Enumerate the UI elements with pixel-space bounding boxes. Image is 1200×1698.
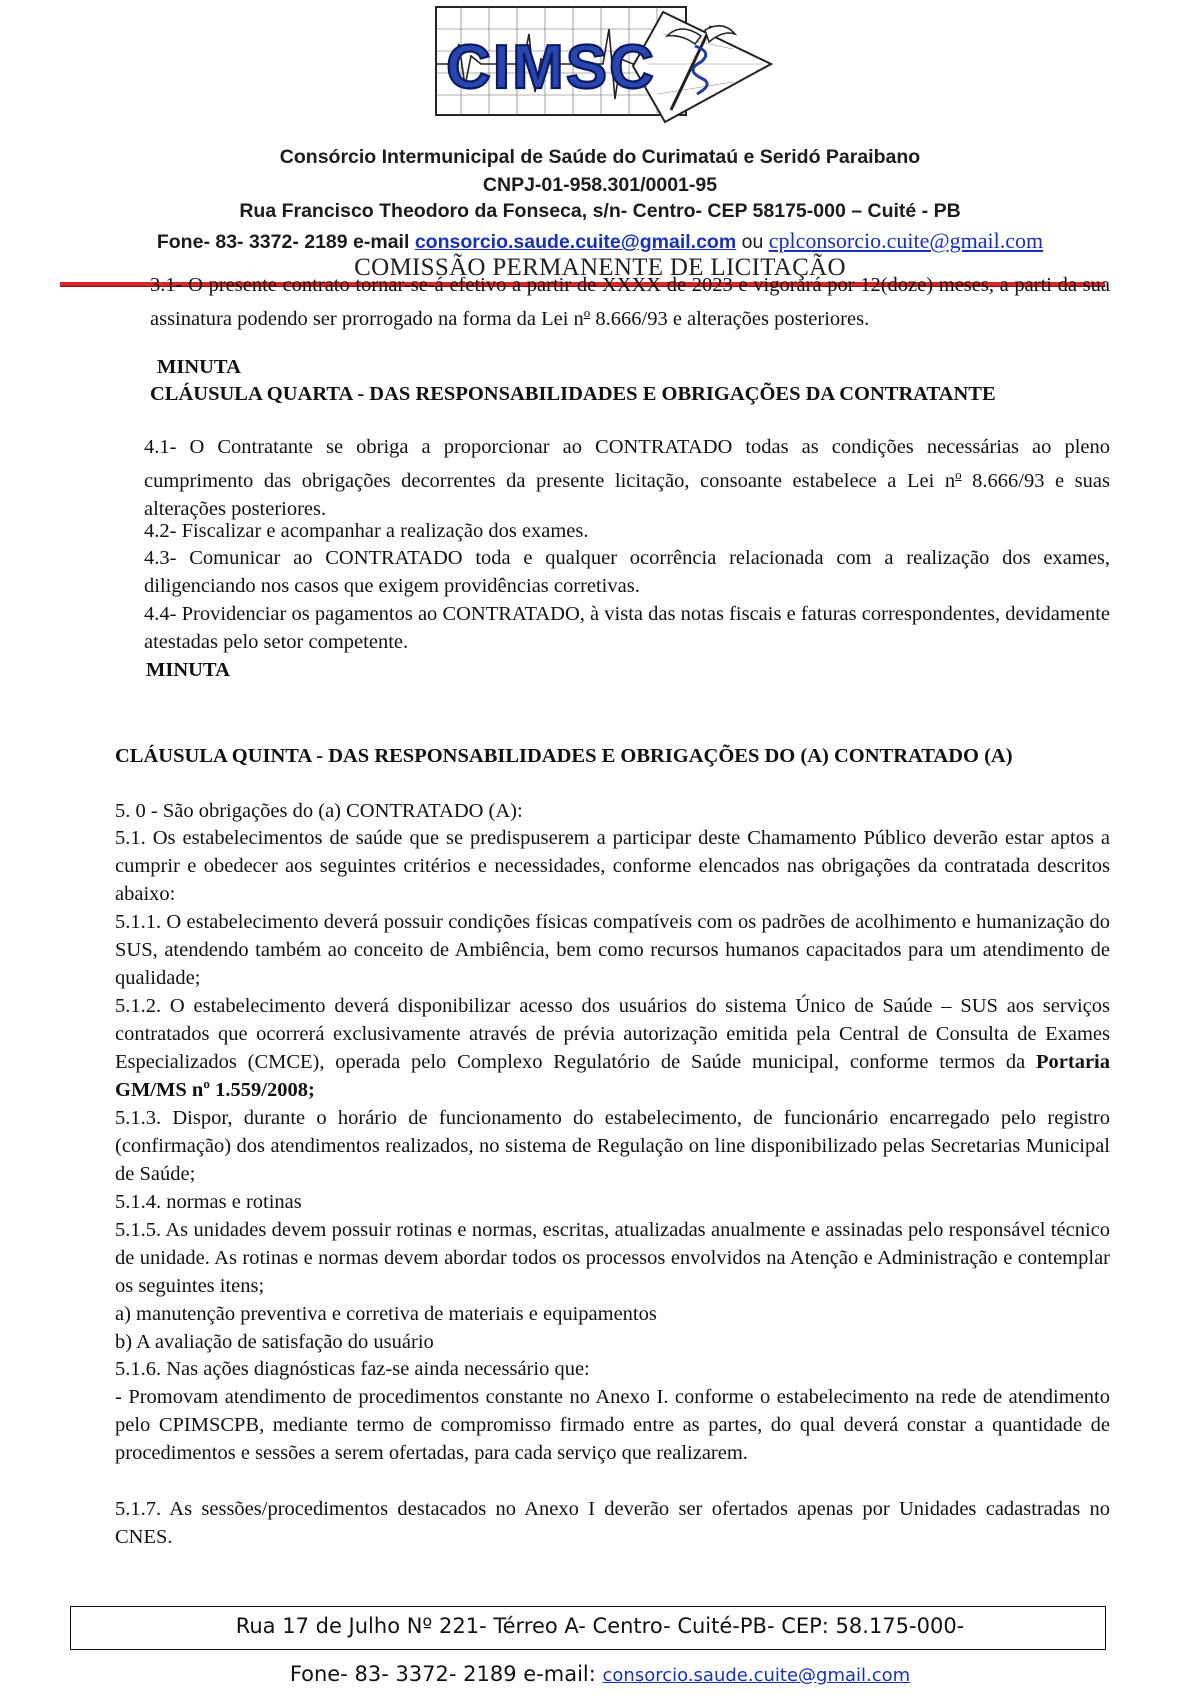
email-primary-link[interactable]: consorcio.saude.cuite@gmail.com bbox=[414, 231, 737, 253]
paragraph-5-1-1: 5.1.1. O estabelecimento deverá possuir condições físicas compatíveis com os padrões de acolhimento e humanização do SUS, atendendo também ao conceito de Ambiência, bem como recursos humanos capacitados para um atendimento de qualidade; bbox=[115, 911, 1110, 989]
footer-email-link[interactable]: consorcio.saude.cuite@gmail.com bbox=[602, 1665, 911, 1686]
cimsc-logo bbox=[433, 4, 783, 127]
clausula-quarta-heading: CLÁUSULA QUARTA - DAS RESPONSABILIDADES E OBRIGAÇÕES DA CONTRATANTE bbox=[150, 383, 996, 405]
paragraph-4-1 bbox=[144, 433, 1110, 523]
paragraph-5-1-4: 5.1.4. normas e rotinas bbox=[115, 1191, 302, 1213]
paragraph-4-3: 4.3- Comunicar ao CONTRATADO toda e qualquer ocorrência relacionada com a realização dos exames, diligenciando nos casos que exigem providências corretivas. bbox=[144, 547, 1110, 597]
paragraph-5-1-6-item: - Promovam atendimento de procedimentos constante no Anexo I. conforme o estabelecimento na rede de atendimento pelo CPIMSCPB, mediante termo de compromisso firmado entre as partes, do qual deverá constar a quantidade de procedimentos e sessões a serem ofertadas, para cada serviço que realizarem. bbox=[115, 1386, 1110, 1464]
minuta-label-2: MINUTA bbox=[146, 659, 230, 681]
paragraph-4-4: 4.4- Providenciar os pagamentos ao CONTRATADO, à vista das notas fiscais e faturas correspondentes, devidamente atestadas pelo setor competente. bbox=[144, 603, 1110, 653]
portaria-reference: Portaria GM/MS nº 1.559/2008; bbox=[115, 1051, 1110, 1101]
paragraph-4-1-end: 8.666/93 e suas alterações posteriores. bbox=[144, 470, 1110, 520]
contact-line bbox=[0, 228, 1200, 254]
org-address: Rua Francisco Theodoro da Fonseca, s/n- Centro- CEP 58175-000 – Cuité - PB bbox=[239, 200, 961, 222]
phone-email-label: Fone- 83- 3372- 2189 e-mail bbox=[156, 231, 415, 253]
paragraph-5-1-6: 5.1.6. Nas ações diagnósticas faz-se ainda necessário que: bbox=[115, 1358, 590, 1380]
paragraph-4-2: 4.2- Fiscalizar e acompanhar a realização dos exames. bbox=[144, 520, 589, 542]
superscript-o: o bbox=[955, 467, 962, 482]
paragraph-3-1-end: 8.666/93 e alterações posteriores. bbox=[590, 308, 870, 330]
paragraph-5-1-7: 5.1.7. As sessões/procedimentos destacados no Anexo I deverão ser ofertados apenas por Unidades cadastradas no CNES. bbox=[115, 1498, 1110, 1548]
paragraph-5-1: 5.1. Os estabelecimentos de saúde que se predispuserem a participar deste Chamamento Público deverão estar aptos a cumprir e obedecer aos seguintes critérios e necessidades, conforme elencados nas obrigações da contratada descritos abaixo: bbox=[115, 827, 1110, 905]
paragraph-3-1 bbox=[150, 271, 1110, 333]
footer-address: Rua 17 de Julho Nº 221- Térreo A- Centro- Cuité-PB- CEP: 58.175-000- bbox=[235, 1614, 965, 1638]
paragraph-5-1-3: 5.1.3. Dispor, durante o horário de funcionamento do estabelecimento, de funcionário encarregado pelo registro (confirmação) dos atendimentos realizados, no sistema de Regulação on line disponibilizado pelas Secretarias Municipal de Saúde; bbox=[115, 1107, 1110, 1185]
paragraph-4-1-text: 4.1- O Contratante se obriga a proporcionar ao CONTRATADO todas as condições necessárias ao pleno cumprimento das obrigações decorrentes da presente licitação, consoante estabelece a Lei n bbox=[144, 436, 1110, 492]
commission-title: COMISSÃO PERMANENTE DE LICITAÇÃO bbox=[354, 254, 846, 281]
footer-contact bbox=[0, 1662, 1200, 1686]
logo-text: CIMSC bbox=[446, 33, 656, 102]
superscript-o: o bbox=[583, 305, 591, 320]
minuta-label-1: MINUTA bbox=[157, 356, 241, 378]
list-item-b: b) A avaliação de satisfação do usuário bbox=[115, 1331, 434, 1353]
clausula-quinta-heading: CLÁUSULA QUINTA - DAS RESPONSABILIDADES E OBRIGAÇÕES DO (A) CONTRATADO (A) bbox=[115, 745, 1013, 767]
footer-phone-label: Fone- 83- 3372- 2189 e-mail: bbox=[289, 1662, 603, 1686]
paragraph-5-1-2 bbox=[115, 992, 1110, 1104]
paragraph-3-1-text: 3.1- O presente contrato tornar-se-á efetivo a partir de XXXX de 2023 e vigorará por 12(doze) meses, a parti da sua assinatura podendo ser prorrogado na forma da Lei n bbox=[150, 274, 1110, 330]
org-name: Consórcio Intermunicipal de Saúde do Curimataú e Seridó Paraibano bbox=[279, 146, 921, 168]
paragraph-5-1-2-text: 5.1.2. O estabelecimento deverá disponibilizar acesso dos usuários do sistema Único de Saúde – SUS aos serviços contratados que ocorrerá exclusivamente através de prévia autorização emitida pela Central de Consulta de Exames Especializados (CMCE), operada pelo Complexo Regulatório de Saúde municipal, conforme termos da bbox=[115, 995, 1110, 1073]
paragraph-5-1-5: 5.1.5. As unidades devem possuir rotinas e normas, escritas, atualizadas anualmente e assinadas pelo responsável técnico de unidade. As rotinas e normas devem abordar todos os processos envolvidos na Atenção e Administração e contemplar os seguintes itens; bbox=[115, 1219, 1110, 1297]
paragraph-5-0: 5. 0 - São obrigações do (a) CONTRATADO (A): bbox=[115, 800, 523, 822]
list-item-a: a) manutenção preventiva e corretiva de materiais e equipamentos bbox=[115, 1303, 657, 1325]
cnpj: CNPJ-01-958.301/0001-95 bbox=[482, 174, 718, 196]
email-secondary-link[interactable]: cplconsorcio.cuite@gmail.com bbox=[768, 228, 1044, 253]
or-word: ou bbox=[736, 231, 769, 253]
